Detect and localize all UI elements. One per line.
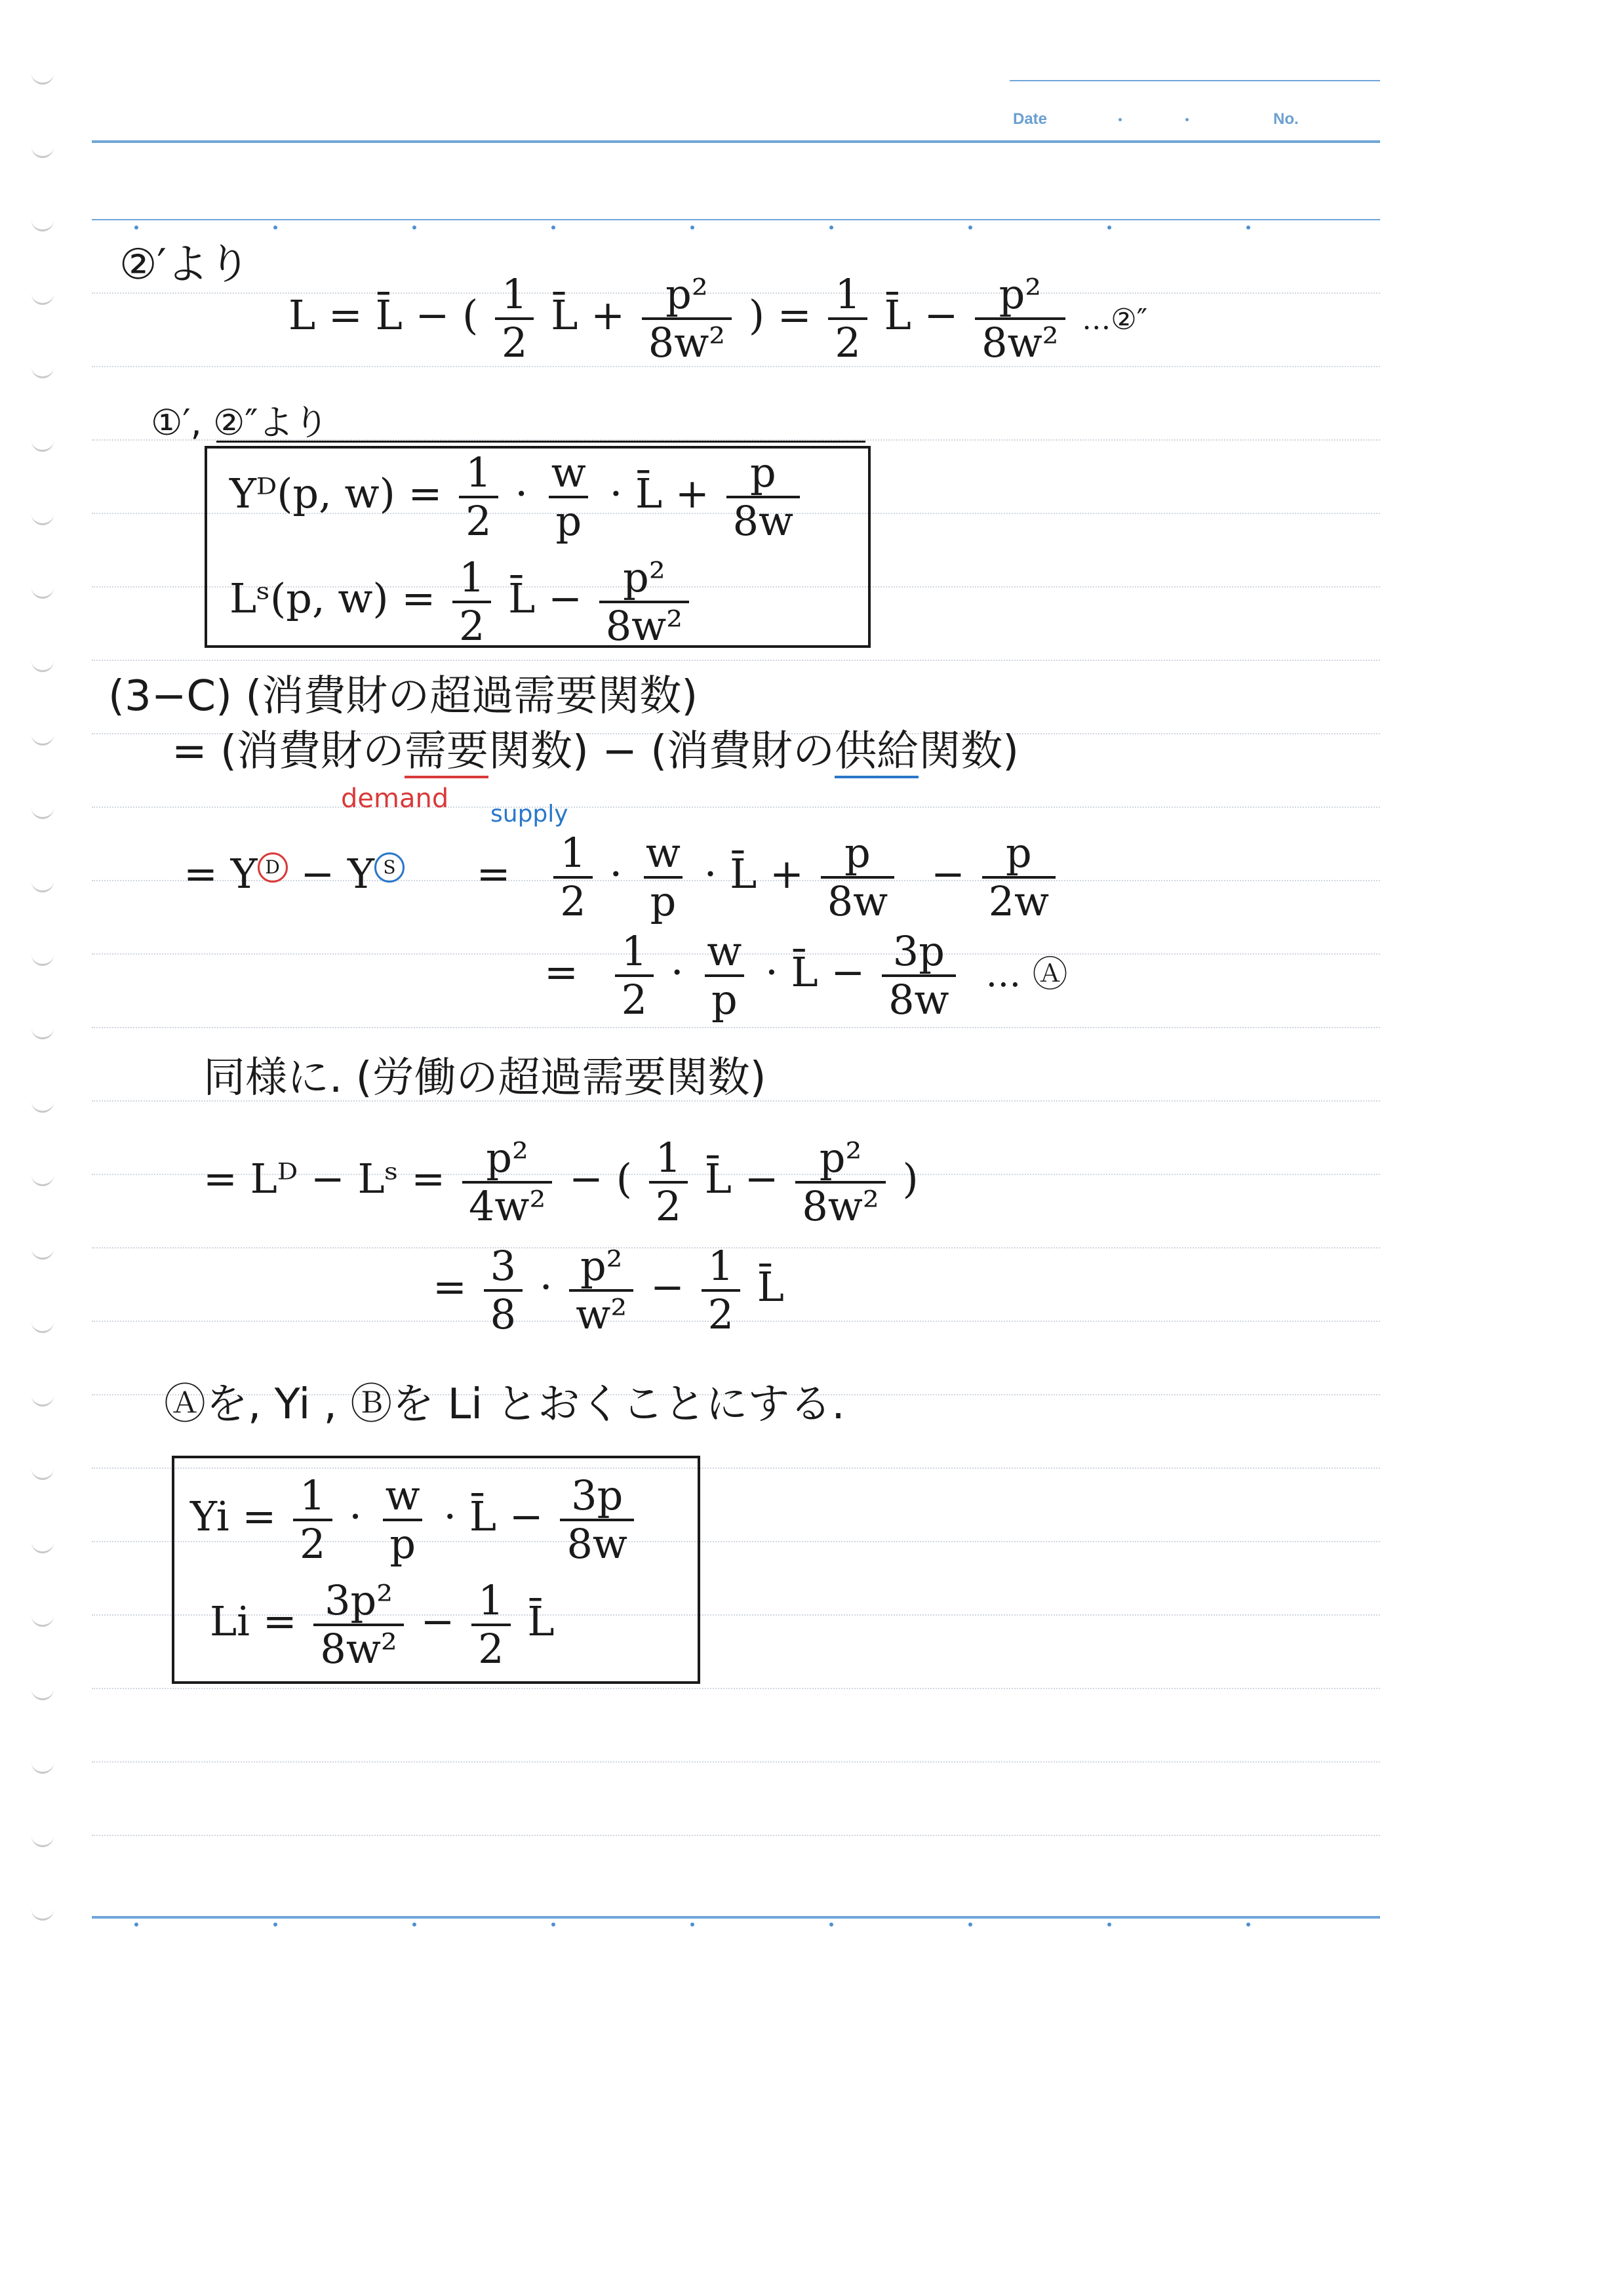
date-separator-dot <box>1185 118 1189 121</box>
date-separator-dot <box>1119 118 1122 121</box>
fraction-w-p <box>545 449 593 545</box>
fraction-half <box>649 1134 688 1230</box>
denominator: 4w² <box>462 1181 552 1227</box>
fraction-p-8w <box>821 829 895 925</box>
binder-hole <box>31 586 54 599</box>
lbar: L̄ <box>730 850 757 898</box>
plus-sign: + <box>770 850 804 898</box>
annotation-demand: demand <box>341 784 449 814</box>
dot: · <box>443 1492 457 1541</box>
numerator: w <box>551 449 586 496</box>
numerator: 1 <box>478 1576 504 1624</box>
minus-sign: − <box>930 850 965 898</box>
minus-sign: − <box>420 1597 455 1646</box>
denominator: 2 <box>471 1624 510 1669</box>
denominator: 8w² <box>642 317 732 363</box>
ls-lhs: Lˢ(p, w) = <box>229 574 436 623</box>
lbar: L̄ <box>527 1597 555 1646</box>
numerator: p² <box>999 270 1042 318</box>
lbar: L̄ <box>551 291 578 340</box>
lbar: L̄ <box>508 574 536 623</box>
denominator: 2 <box>615 974 654 1020</box>
fraction-w-p <box>700 927 748 1024</box>
fraction-half <box>452 553 491 650</box>
denominator: 8w <box>821 876 895 922</box>
minus-y-symbol: − Y <box>300 850 374 898</box>
demand-underlined: 需要 <box>405 727 488 778</box>
fraction-half <box>615 927 654 1024</box>
binder-hole <box>31 219 54 231</box>
binder-hole <box>31 366 54 378</box>
numerator: p² <box>580 1242 623 1290</box>
binder-hole <box>31 1541 54 1553</box>
grid-dot <box>412 1923 416 1926</box>
excess-demand-goods-result <box>544 927 1068 1024</box>
definition-line <box>172 727 1020 776</box>
numerator: 3p <box>892 927 945 975</box>
ruled-line <box>92 1688 1380 1689</box>
numerator: w <box>707 927 742 975</box>
number-label: No. <box>1273 110 1299 128</box>
supply-underlined: 供給 <box>835 727 919 778</box>
lbar: L̄ <box>704 1155 732 1203</box>
lbar-minus-paren: L̄ − ( <box>375 291 479 340</box>
fraction-3p-8w <box>882 927 956 1024</box>
fraction-p-8w <box>726 449 801 545</box>
numerator: p² <box>665 270 708 318</box>
li-lhs: Li = <box>210 1597 297 1646</box>
definition-text: = (消費財の <box>172 727 405 776</box>
numerator: p <box>749 449 776 496</box>
denominator: 2w <box>982 876 1056 922</box>
grid-dot <box>1107 1923 1111 1926</box>
binder-hole <box>31 1908 54 1921</box>
numerator: 1 <box>459 553 485 601</box>
denominator: 2 <box>553 876 592 922</box>
fraction-p2-4w2 <box>462 1134 552 1230</box>
binder-hole <box>31 1614 54 1627</box>
binder-hole <box>31 439 54 452</box>
numerator: 1 <box>707 1242 734 1290</box>
grid-dot <box>690 226 694 230</box>
labor-excess-demand-li <box>210 1576 555 1673</box>
dot: · <box>515 469 528 518</box>
equals-sign: = <box>476 850 511 898</box>
numerator: w <box>385 1471 420 1519</box>
underline-stroke <box>216 441 865 443</box>
fraction-p-2w <box>982 829 1056 925</box>
fraction-half <box>553 829 592 925</box>
header-rule <box>92 140 1380 143</box>
grid-dot <box>134 226 138 230</box>
ruled-line <box>92 366 1380 367</box>
from-eq2-note: ②′より <box>119 241 250 289</box>
denominator: p <box>549 496 588 542</box>
binder-hole <box>31 292 54 305</box>
ld-minus-ls: = Lᴰ − Lˢ = <box>203 1155 446 1203</box>
demand-circle-mark: D <box>258 852 288 883</box>
lbar: L̄ <box>791 948 818 997</box>
minus-sign: − <box>831 948 865 997</box>
denominator: 8w² <box>975 317 1065 363</box>
binder-hole <box>31 1321 54 1333</box>
binder-hole <box>31 1174 54 1186</box>
lbar: L̄ <box>884 291 911 340</box>
fraction-p2-w2 <box>569 1242 633 1338</box>
ruled-line <box>92 807 1380 808</box>
excess-demand-labor-derivation <box>203 1134 919 1230</box>
denominator: 2 <box>452 601 491 647</box>
fraction-half <box>702 1242 740 1338</box>
numerator: 1 <box>655 1134 682 1182</box>
grid-dot <box>412 226 416 230</box>
binder-hole <box>31 513 54 525</box>
plus-sign: + <box>591 291 625 340</box>
grid-dot <box>1246 1923 1250 1926</box>
numerator: 1 <box>465 449 492 496</box>
numerator: 1 <box>560 829 586 877</box>
dot: · <box>349 1492 362 1541</box>
grid-dot <box>968 226 972 230</box>
equals-sign: = <box>544 948 578 997</box>
grid-dot <box>968 1923 972 1926</box>
numerator: 3 <box>490 1242 517 1290</box>
minus-open-paren: − ( <box>569 1155 632 1203</box>
denominator: 2 <box>293 1519 332 1565</box>
annotation-supply: supply <box>490 801 568 828</box>
dot: · <box>539 1263 553 1311</box>
denominator: 8w² <box>795 1181 885 1227</box>
date-label: Date <box>1013 110 1048 128</box>
minus-sign: − <box>744 1155 779 1203</box>
equation-ref-2dd: …②″ <box>1082 303 1148 337</box>
grid-dot <box>273 226 277 230</box>
definition-text: 関数) − (消費財の <box>488 727 835 776</box>
grid-dot <box>829 226 833 230</box>
dot: · <box>609 850 623 898</box>
plus-sign: + <box>675 469 709 518</box>
labor-supply-derivation <box>288 270 1148 367</box>
excess-demand-labor-result <box>433 1242 784 1338</box>
fraction-half <box>293 1471 332 1568</box>
similarly-heading: 同様に. (労働の超過需要関数) <box>203 1054 766 1102</box>
dot: · <box>703 850 717 898</box>
binder-hole <box>31 1100 54 1113</box>
fraction-half <box>495 270 534 367</box>
numerator: 1 <box>300 1471 326 1519</box>
grid-dot <box>551 226 555 230</box>
dot: · <box>670 948 684 997</box>
fraction-3p2-8w2 <box>313 1576 403 1673</box>
ruled-line <box>92 1027 1380 1028</box>
numerator: 3p <box>571 1471 624 1519</box>
minus-sign: − <box>650 1263 684 1311</box>
binder-hole <box>31 1835 54 1847</box>
fraction-half <box>828 270 867 367</box>
fraction-half <box>459 449 498 545</box>
binder-hole <box>31 807 54 819</box>
grid-dot <box>829 1923 833 1926</box>
labor-supply-function <box>229 553 693 650</box>
close-paren-equals: ) = <box>748 291 812 340</box>
lbar: L̄ <box>757 1263 784 1311</box>
equation-ref-A: … Ⓐ <box>985 953 1068 995</box>
numerator: p <box>844 829 871 877</box>
binder-hole <box>31 1027 54 1039</box>
definition-text: 関数) <box>919 727 1020 776</box>
numerator: 1 <box>621 927 648 975</box>
goods-demand-function <box>229 449 804 545</box>
binder-hole <box>31 1761 54 1774</box>
numerator: w <box>645 829 681 877</box>
numerator: p² <box>623 553 665 601</box>
denominator: p <box>644 876 683 922</box>
minus-sign: − <box>509 1492 544 1541</box>
denominator: 2 <box>495 317 534 363</box>
fraction-w-p <box>379 1471 427 1568</box>
lbar: L̄ <box>469 1492 497 1541</box>
binder-hole <box>31 1467 54 1480</box>
dot: · <box>609 469 623 518</box>
fraction-3p-8w <box>560 1471 634 1568</box>
minus-sign: − <box>924 291 959 340</box>
grid-dot <box>1246 226 1250 230</box>
binder-hole <box>31 1688 54 1700</box>
fraction-half <box>471 1576 510 1673</box>
fraction-3-8 <box>484 1242 523 1338</box>
denominator: 8 <box>484 1289 523 1335</box>
content-top-rule <box>92 219 1380 220</box>
close-paren: ) <box>902 1155 919 1203</box>
ruled-line <box>92 1835 1380 1836</box>
binder-hole <box>31 146 54 158</box>
binder-hole <box>31 72 54 85</box>
binder-hole <box>31 733 54 746</box>
denominator: 8w² <box>313 1624 403 1669</box>
denominator: 8w² <box>599 601 689 647</box>
y-symbol: = Y <box>184 850 258 898</box>
numerator: 1 <box>835 270 861 318</box>
binder-hole <box>31 660 54 672</box>
ruled-line <box>92 1761 1380 1763</box>
numerator: p <box>1006 829 1032 877</box>
denominator: 8w <box>726 496 801 542</box>
numerator: p² <box>819 1134 862 1182</box>
fraction-p2-8w2 <box>642 270 732 367</box>
header-top-rule <box>1010 80 1380 81</box>
binder-hole <box>31 953 54 966</box>
numerator: 3p² <box>325 1576 393 1624</box>
lhs-L: L = <box>288 291 363 340</box>
grid-dot <box>551 1923 555 1926</box>
grid-dot <box>273 1923 277 1926</box>
binder-hole <box>31 880 54 892</box>
lbar: L̄ <box>635 469 663 518</box>
fraction-p2-8w2 <box>599 553 689 650</box>
binder-hole <box>31 1394 54 1407</box>
content-bottom-rule <box>92 1916 1380 1919</box>
grid-dot <box>690 1923 694 1926</box>
section-heading: (3−C) (消費財の超過需要関数) <box>108 672 698 721</box>
denominator: 8w <box>882 974 956 1020</box>
ruled-line <box>92 660 1380 661</box>
dot: · <box>765 948 778 997</box>
yi-lhs: Yi = <box>190 1492 277 1541</box>
binder-hole <box>31 1247 54 1260</box>
grid-dot <box>134 1923 138 1926</box>
supply-circle-mark: S <box>374 852 405 883</box>
excess-demand-goods-derivation <box>184 829 1060 925</box>
notation-definition: Ⓐを, Yi , Ⓑを Li とおくことにする. <box>164 1380 845 1429</box>
fraction-p2-8w2 <box>975 270 1065 367</box>
minus-sign: − <box>548 574 583 623</box>
denominator: 2 <box>649 1181 688 1227</box>
equals-sign: = <box>433 1263 467 1311</box>
denominator: 2 <box>828 317 867 363</box>
denominator: w² <box>569 1289 633 1335</box>
numerator: p² <box>486 1134 528 1182</box>
from-eq1-eq2-note: ①′, ②″より <box>151 402 329 443</box>
fraction-p2-8w2 <box>795 1134 885 1230</box>
denominator: p <box>383 1519 422 1565</box>
grid-dot <box>1107 226 1111 230</box>
fraction-w-p <box>639 829 687 925</box>
goods-excess-demand-yi <box>190 1471 638 1568</box>
numerator: 1 <box>502 270 528 318</box>
yd-lhs: Yᴰ(p, w) = <box>229 469 443 518</box>
denominator: 2 <box>702 1289 740 1335</box>
denominator: 2 <box>459 496 498 542</box>
denominator: 8w <box>560 1519 634 1565</box>
denominator: p <box>705 974 744 1020</box>
